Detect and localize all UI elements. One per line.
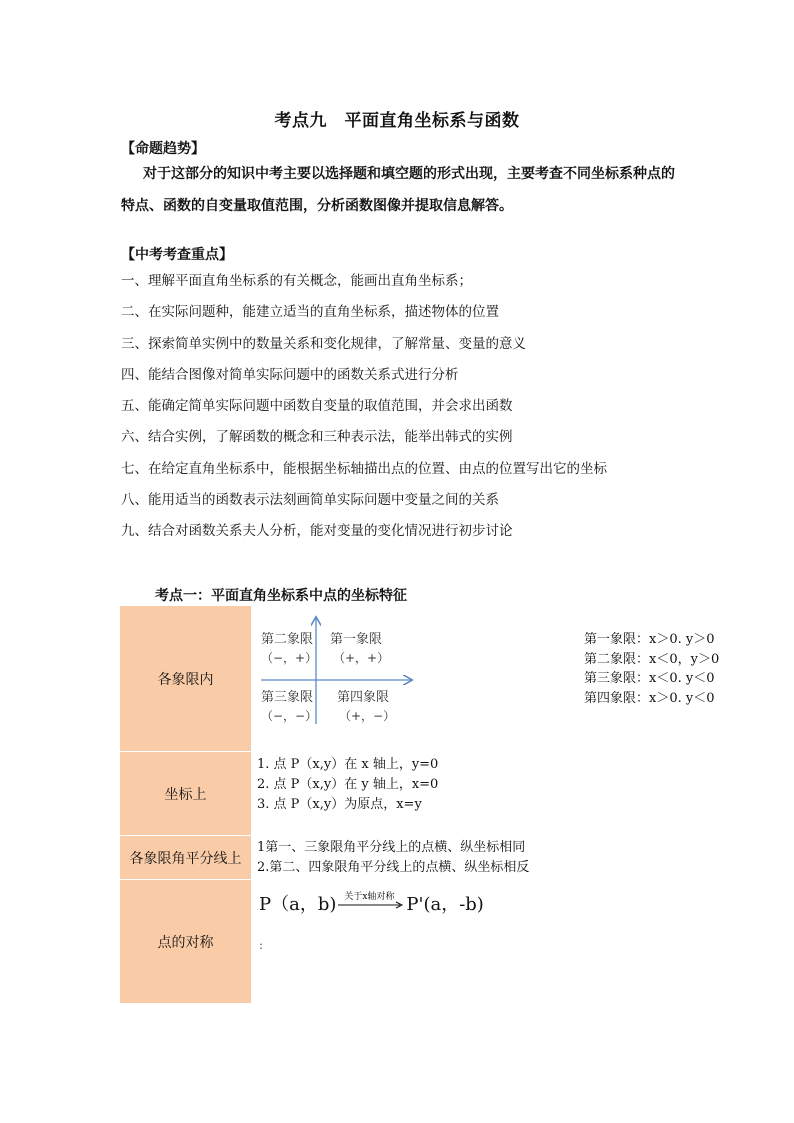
table-row-symmetry xyxy=(120,880,640,1004)
trend-paragraph xyxy=(121,158,681,222)
quadrant-3-sign: （−，−） xyxy=(261,709,318,723)
arrow-right-icon xyxy=(336,901,406,909)
row-label-on-axes: 坐标上 xyxy=(120,752,251,836)
quadrant-condition-2: 第二象限：x＜0，y＞0 xyxy=(584,652,720,667)
page-title: 考点九 平面直角坐标系与函数 xyxy=(274,111,520,131)
bisectors-content xyxy=(257,836,640,882)
row-label-symmetry: 点的对称 xyxy=(120,880,251,1004)
list-item: 二、在实际问题种，能建立适当的直角坐标系，描述物体的位置 xyxy=(121,304,499,321)
list-item: 五、能确定简单实际问题中函数自变量的取值范围，并会求出函数 xyxy=(121,398,513,415)
table-row-on-axes xyxy=(120,752,640,836)
list-item: 2. 点 P（x,y）在 y 轴上，x=0 xyxy=(257,777,439,792)
row-label-bisectors: 各象限角平分线上 xyxy=(120,836,251,880)
topic1-heading: 考点一：平面直角坐标系中点的坐标特征 xyxy=(155,588,407,604)
list-item: 2.第二、四象限角平分线上的点横、纵坐标相反 xyxy=(257,860,530,875)
quadrant-2-label: 第二象限 xyxy=(261,632,314,647)
on-axes-content xyxy=(257,752,640,839)
point-original: P（a，b) xyxy=(259,894,337,915)
list-item: 1. 点 P（x,y）在 x 轴上，y=0 xyxy=(257,757,439,772)
point-reflected: P'(a，-b) xyxy=(406,894,484,915)
quadrant-condition-4: 第四象限：x＞0. y＜0 xyxy=(584,691,715,706)
table-row-quadrants xyxy=(120,606,720,752)
arrow-label: 关于x轴对称 xyxy=(344,892,395,902)
quadrant-3-label: 第三象限 xyxy=(261,690,314,705)
trend-heading: 【命题趋势】 xyxy=(121,141,205,157)
list-item: 1第一、三象限角平分线上的点横、纵坐标相同 xyxy=(257,840,526,855)
key-points-list xyxy=(121,266,607,548)
quadrant-condition-1: 第一象限：x＞0. y＞0 xyxy=(584,632,715,647)
quadrant-4-sign: （+，−） xyxy=(339,709,396,723)
quadrant-content xyxy=(257,606,720,752)
list-item: 七、在给定直角坐标系中，能根据坐标轴描出点的位置、由点的位置写出它的坐标 xyxy=(121,460,607,477)
quadrant-condition-3: 第三象限：x＜0. y＜0 xyxy=(584,671,715,686)
quadrant-4-label: 第四象限 xyxy=(337,690,390,705)
row-label-quadrants: 各象限内 xyxy=(120,606,251,752)
list-item: 四、能结合图像对简单实际问题中的函数关系式进行分析 xyxy=(121,366,459,383)
table-row-bisectors xyxy=(120,836,640,880)
quadrant-1-label: 第一象限 xyxy=(330,632,383,647)
key-points-heading: 【中考考查重点】 xyxy=(121,247,233,263)
list-item: 一、理解平面直角坐标系的有关概念，能画出直角坐标系； xyxy=(121,273,472,289)
trend-line-1: 对于这部分的知识中考主要以选择题和填空题的形式出现，主要考查不同坐标系种点的 xyxy=(143,166,675,182)
trend-line-2: 特点、函数的自变量取值范围，分析函数图像并提取信息解答。 xyxy=(121,198,513,214)
stray-mark: : xyxy=(259,938,264,952)
list-item: 八、能用适当的函数表示法刻画简单实际问题中变量之间的关系 xyxy=(121,492,499,509)
list-item: 六、结合实例，了解函数的概念和三种表示法，能举出韩式的实例 xyxy=(121,429,513,446)
quadrant-1-sign: （+，+） xyxy=(333,651,390,665)
list-item: 九、结合对函数关系夫人分析，能对变量的变化情况进行初步讨论 xyxy=(121,523,513,540)
list-item: 三、探索简单实例中的数量关系和变化规律，了解常量、变量的意义 xyxy=(121,335,526,352)
symmetry-arrow xyxy=(336,892,406,915)
quadrant-2-sign: （−，+） xyxy=(261,651,318,665)
symmetry-content xyxy=(257,880,640,1004)
symmetry-formula xyxy=(259,890,484,916)
list-item: 3. 点 P（x,y）为原点，x=y xyxy=(257,797,422,812)
